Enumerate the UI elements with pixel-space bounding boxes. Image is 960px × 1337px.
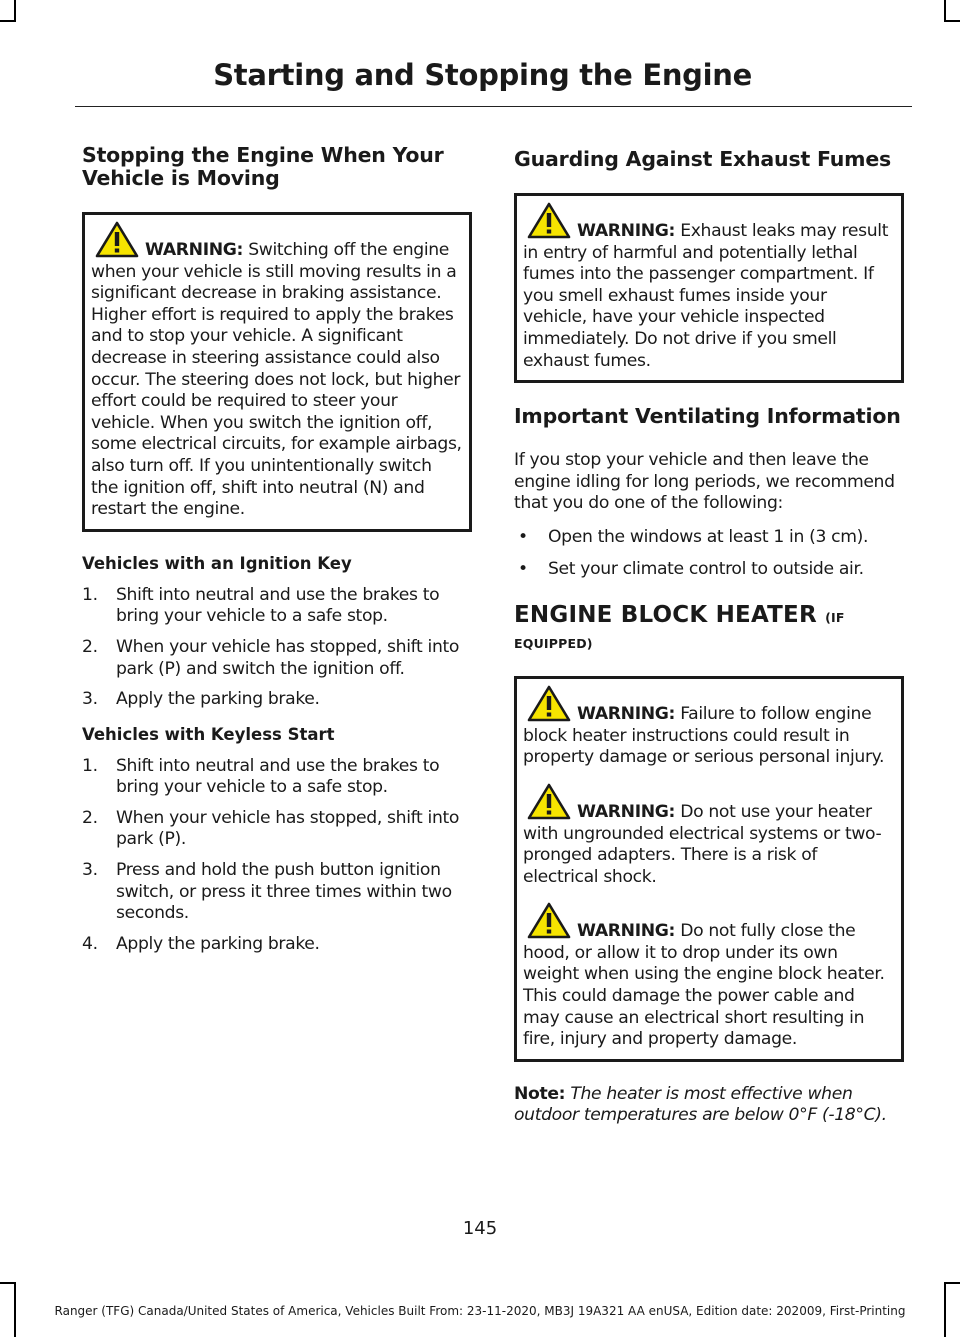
warning-label: WARNING: [577, 921, 676, 942]
warning-paragraph [523, 202, 895, 372]
warning-triangle-icon [527, 202, 571, 239]
heater-heading-qualifier: (IF EQUIPPED) [514, 610, 845, 652]
step-text: When your vehicle has stopped, shift into park (P) and switch the ignition off. [116, 636, 460, 679]
subheading-keyless-start: Vehicles with Keyless Start [82, 724, 335, 744]
warning-triangle-icon [527, 902, 571, 939]
crop-mark-bottom-right-h [944, 1282, 960, 1284]
heater-note [514, 1084, 904, 1127]
warning-label: WARNING: [577, 221, 676, 241]
section-heading-exhaust: Guarding Against Exhaust Fumes [514, 147, 892, 171]
crop-mark-top-right-v [944, 0, 946, 22]
note-text: The heater is most effective when outdoor temperatures are below 0°F (-18°C). [514, 1083, 887, 1126]
warning-text: Do not use your heater with ungrounded electrical systems or two-pronged adapters. There is a risk of electrical shock. [523, 801, 882, 887]
warning-box-heater [514, 676, 904, 1062]
warning-text: Exhaust leaks may result in entry of harmful and potentially lethal fumes into the passenger compartment. If you smell exhaust fumes inside your vehicle, have your vehicle inspected immediately. Do not drive if you smell exhaust fumes. [523, 221, 889, 371]
warning-paragraph [523, 685, 895, 769]
warning-box [82, 212, 472, 532]
warning-label: WARNING: [145, 240, 244, 260]
step-text: Apply the parking brake. [116, 689, 320, 710]
ignition-key-steps [82, 585, 472, 711]
step-text: Apply the parking brake. [116, 933, 320, 954]
step-number: 3. [82, 689, 98, 710]
list-item [82, 860, 472, 925]
warning-paragraph [523, 783, 895, 888]
list-item [82, 637, 472, 680]
section-heading-engine-block-heater [514, 602, 904, 654]
list-item [514, 527, 904, 549]
warning-text: Do not fully close the hood, or allow it to drop under its own weight when using the engine block heater. This could damage the power cable and may cause an electrical short resulting in fire, injury and property damage. [523, 921, 885, 1050]
step-text: When your vehicle has stopped, shift into park (P). [116, 807, 460, 850]
list-item [514, 559, 904, 581]
bullet: • [518, 526, 528, 547]
bullet: • [518, 558, 528, 579]
crop-mark-top-right-h [944, 20, 960, 22]
step-text: Press and hold the push button ignition switch, or press it three times within two seconds. [116, 860, 452, 924]
list-item [82, 808, 472, 851]
step-number: 2. [82, 807, 98, 828]
warning-triangle-icon [95, 221, 139, 258]
step-number: 4. [82, 933, 98, 954]
step-text: Shift into neutral and use the brakes to bring your vehicle to a safe stop. [116, 755, 440, 798]
crop-mark-bottom-left-h [0, 1282, 16, 1284]
list-item [82, 934, 472, 956]
bullet-text: Open the windows at least 1 in (3 cm). [548, 526, 869, 547]
warning-paragraph [523, 902, 895, 1051]
warning-text: Failure to follow engine block heater instructions could result in property damage or serious personal injury. [523, 704, 885, 768]
warning-box [514, 193, 904, 383]
header-divider [75, 106, 912, 107]
note-label: Note: [514, 1083, 566, 1104]
list-item [82, 756, 472, 799]
warning-triangle-icon [527, 685, 571, 722]
warning-text: Switching off the engine when your vehicle is still moving results in a significant decrease in braking assistance. Higher effort is required to apply the brakes and to stop your vehicle. A significant decrease in steering assistance could also occur. The steering does not lock, but higher effort could be required to steer your vehicle. When you switch the ignition off, some electrical circuits, for example airbags, also turn off. If you unintentionally switch the ignition off, shift into neutral (N) and restart the engine. [91, 240, 462, 520]
section-heading-ventilating: Important Ventilating Information [514, 404, 901, 429]
section-heading-stopping-moving: Stopping the Engine When Your Vehicle is Moving [82, 143, 444, 190]
crop-mark-top-left-v [14, 0, 16, 22]
right-column [514, 144, 904, 1127]
page-number: 145 [462, 1218, 498, 1239]
warning-triangle-icon [527, 783, 571, 820]
heater-heading-main: ENGINE BLOCK HEATER [514, 602, 817, 629]
step-number: 1. [82, 584, 98, 605]
warning-label: WARNING: [577, 801, 676, 822]
ventilating-list [514, 527, 904, 580]
ventilating-paragraph: If you stop your vehicle and then leave the engine idling for long periods, we recommend that you do one of the following: [514, 450, 895, 514]
subheading-ignition-key: Vehicles with an Ignition Key [82, 553, 352, 573]
bullet-text: Set your climate control to outside air. [548, 558, 864, 579]
page-header-title: Starting and Stopping the Engine [213, 58, 752, 92]
warning-label: WARNING: [577, 704, 676, 725]
warning-paragraph [91, 221, 463, 521]
step-number: 3. [82, 860, 98, 881]
step-text: Shift into neutral and use the brakes to bring your vehicle to a safe stop. [116, 584, 440, 627]
list-item [82, 689, 472, 711]
left-column [82, 144, 472, 969]
step-number: 2. [82, 636, 98, 657]
page-footer: Ranger (TFG) Canada/United States of America, Vehicles Built From: 23-11-2020, MB3J 19A321 AA enUSA, Edition date: 202009, First-Printing [54, 1304, 906, 1318]
keyless-start-steps [82, 756, 472, 956]
list-item [82, 585, 472, 628]
step-number: 1. [82, 755, 98, 776]
crop-mark-top-left-h [0, 20, 16, 22]
